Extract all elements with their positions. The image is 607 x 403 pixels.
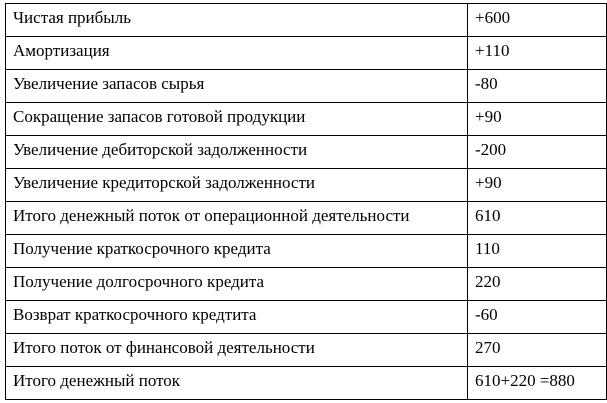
table-row — [6, 37, 607, 70]
row-label-cell: Увеличение запасов сырья — [6, 70, 468, 103]
table-row — [6, 169, 607, 202]
table-row — [6, 4, 607, 37]
row-value-cell: 270 — [468, 334, 607, 367]
row-label-cell: Возврат краткосрочного кредтита — [6, 301, 468, 334]
row-value-cell: +90 — [468, 103, 607, 136]
row-label-cell: Увеличение дебиторской задолженности — [6, 136, 468, 169]
row-value-cell: +600 — [468, 4, 607, 37]
row-label-cell: Сокращение запасов готовой продукции — [6, 103, 468, 136]
row-value-cell: -80 — [468, 70, 607, 103]
row-value-cell: 610 — [468, 202, 607, 235]
table-row — [6, 268, 607, 301]
row-value-cell: 220 — [468, 268, 607, 301]
row-value-cell: 610+220 =880 — [468, 367, 607, 400]
table-row — [6, 334, 607, 367]
table-row — [6, 235, 607, 268]
row-label-cell: Амортизация — [6, 37, 468, 70]
row-label-cell: Итого денежный поток от операционной деятельности — [6, 202, 468, 235]
row-label-cell: Итого денежный поток — [6, 367, 468, 400]
row-label-cell: Чистая прибыль — [6, 4, 468, 37]
row-value-cell: -200 — [468, 136, 607, 169]
table-row — [6, 136, 607, 169]
row-value-cell: +110 — [468, 37, 607, 70]
table-row — [6, 301, 607, 334]
row-label-cell: Получение долгосрочного кредита — [6, 268, 468, 301]
row-value-cell: 110 — [468, 235, 607, 268]
row-label-cell: Итого поток от финансовой деятельности — [6, 334, 468, 367]
row-value-cell: -60 — [468, 301, 607, 334]
table-row — [6, 367, 607, 400]
table-row — [6, 103, 607, 136]
cash-flow-table — [5, 3, 607, 400]
row-label-cell: Получение краткосрочного кредита — [6, 235, 468, 268]
cash-flow-table-body — [6, 4, 607, 400]
table-row — [6, 202, 607, 235]
table-row — [6, 70, 607, 103]
row-value-cell: +90 — [468, 169, 607, 202]
row-label-cell: Увеличение кредиторской задолженности — [6, 169, 468, 202]
